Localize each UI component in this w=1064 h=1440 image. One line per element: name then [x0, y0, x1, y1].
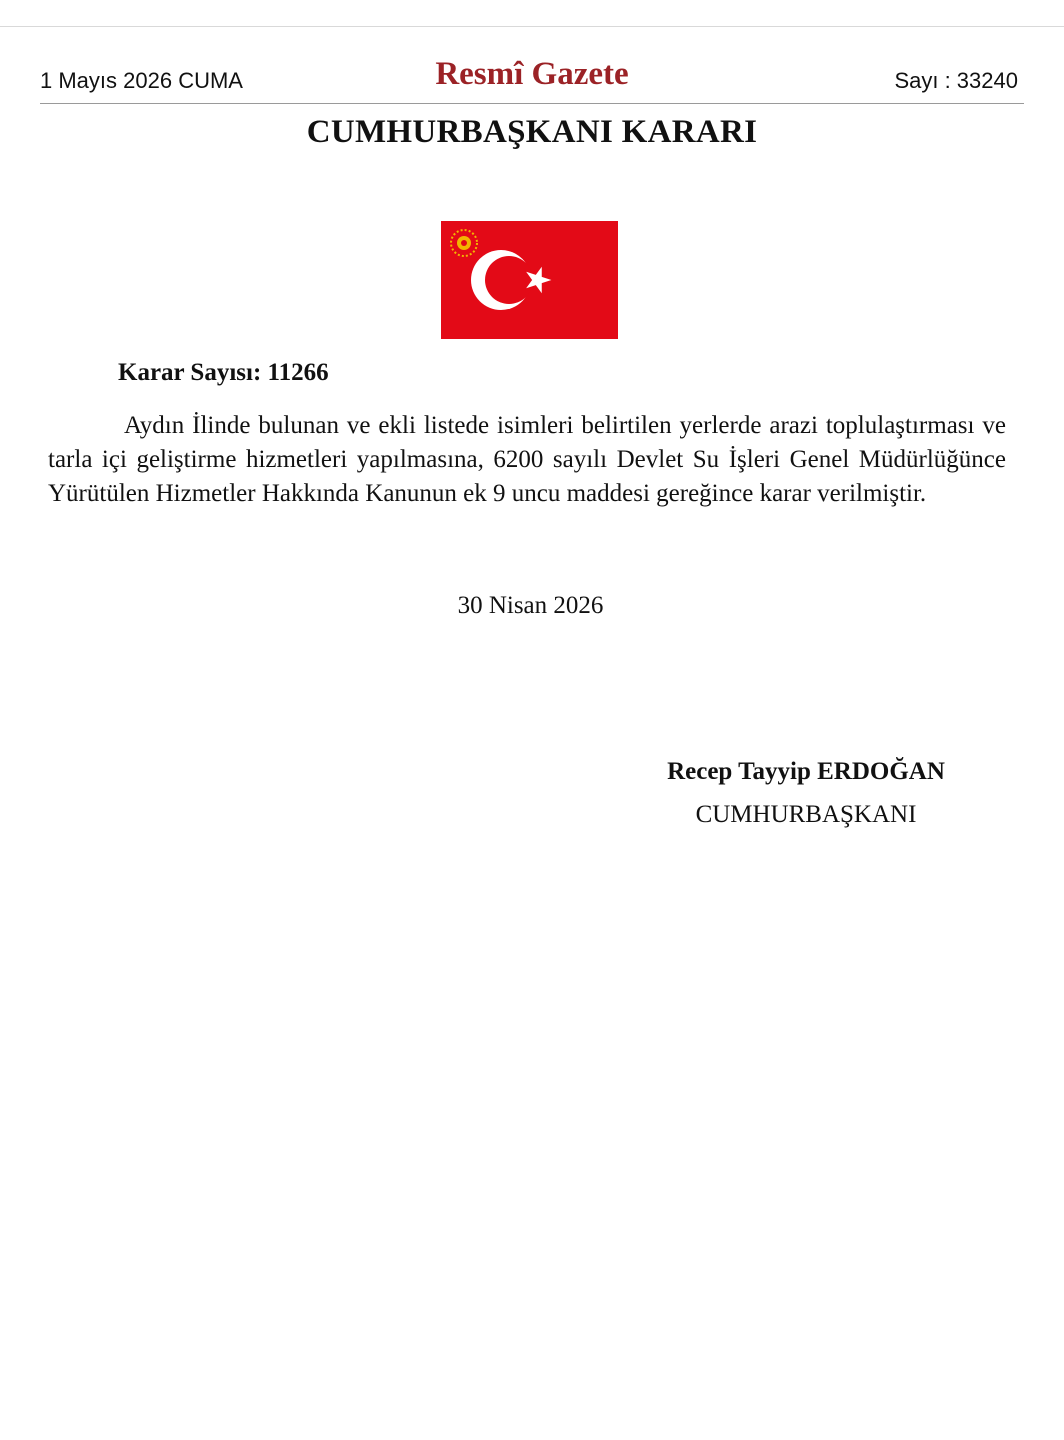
decision-number: Karar Sayısı: 11266: [118, 359, 329, 386]
body-line: Aydın İlinde bulunan ve ekli listede isimleri belirtilen yerlerde arazi toplulaştırması ve: [124, 412, 1006, 439]
decision-date: 30 Nisan 2026: [457, 592, 604, 619]
body-line: Yürütülen Hizmetler Hakkında Kanunun ek 9 uncu maddesi gereğince karar verilmiştir.: [48, 480, 927, 507]
signatory-name: Recep Tayyip ERDOĞAN: [667, 758, 945, 785]
top-divider: [0, 26, 1064, 27]
body-line: tarla içi geliştirme hizmetleri yapılmasına, 6200 sayılı Devlet Su İşleri Genel Müdürlüğünce: [48, 446, 1006, 473]
decision-body: [48, 409, 1006, 511]
gazette-header: [40, 56, 1024, 100]
publication-title: Resmî Gazete: [435, 56, 629, 92]
header-divider: [40, 103, 1024, 104]
document-title: CUMHURBAŞKANI KARARI: [306, 114, 758, 150]
turkish-flag-icon: [441, 221, 618, 339]
issue-number: Sayı : 33240: [894, 68, 1018, 93]
signatory-title: CUMHURBAŞKANI: [695, 801, 917, 828]
issue-date: 1 Mayıs 2026 CUMA: [40, 68, 243, 93]
